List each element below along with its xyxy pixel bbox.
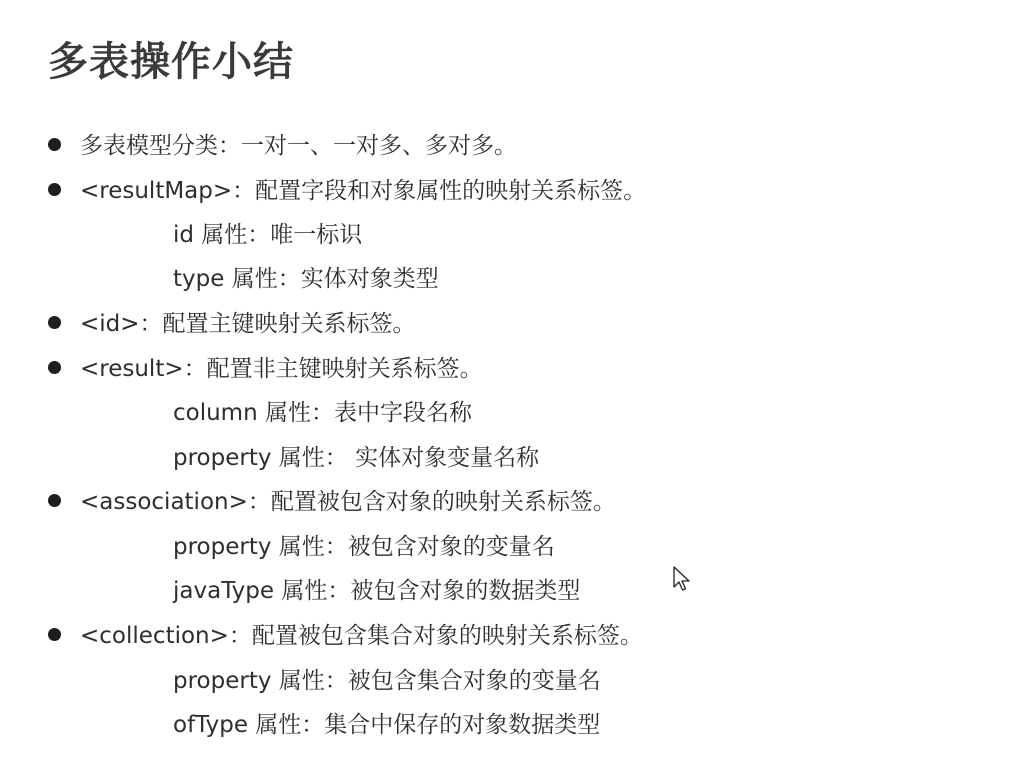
mouse-pointer-icon xyxy=(672,565,692,593)
bullet-item-resultmap xyxy=(48,176,646,206)
bullet-item-id xyxy=(48,309,416,339)
bullet-text: <association>：配置被包含对象的映射关系标签。 xyxy=(80,489,616,515)
bullet-text: 多表模型分类：一对一、一对多、多对多。 xyxy=(80,133,517,159)
bullet-dot-icon xyxy=(48,361,61,374)
sub-item-association-javatype: javaType 属性：被包含对象的数据类型 xyxy=(173,578,581,604)
bullet-dot-icon xyxy=(48,628,61,641)
bullet-dot-icon xyxy=(48,316,61,329)
sub-item-association-property: property 属性：被包含对象的变量名 xyxy=(173,534,555,560)
bullet-item-model-types xyxy=(48,131,517,161)
bullet-item-association xyxy=(48,487,616,517)
bullet-dot-icon xyxy=(48,138,61,151)
sub-item-result-column: column 属性：表中字段名称 xyxy=(173,400,472,426)
sub-item-collection-oftype: ofType 属性：集合中保存的对象数据类型 xyxy=(173,712,601,738)
bullet-text: <result>：配置非主键映射关系标签。 xyxy=(80,356,483,382)
sub-item-result-property: property 属性： 实体对象变量名称 xyxy=(173,445,540,471)
sub-item-resultmap-id: id 属性：唯一标识 xyxy=(173,222,363,248)
sub-item-collection-property: property 属性：被包含集合对象的变量名 xyxy=(173,668,601,694)
page-title: 多表操作小结 xyxy=(48,39,294,85)
bullet-text: <resultMap>：配置字段和对象属性的映射关系标签。 xyxy=(80,178,647,204)
bullet-item-result xyxy=(48,354,483,384)
bullet-dot-icon xyxy=(48,183,61,196)
bullet-item-collection xyxy=(48,621,643,651)
sub-item-resultmap-type: type 属性：实体对象类型 xyxy=(173,266,439,292)
bullet-dot-icon xyxy=(48,494,61,507)
bullet-text: <id>：配置主键映射关系标签。 xyxy=(80,311,416,337)
bullet-text: <collection>：配置被包含集合对象的映射关系标签。 xyxy=(80,623,643,649)
